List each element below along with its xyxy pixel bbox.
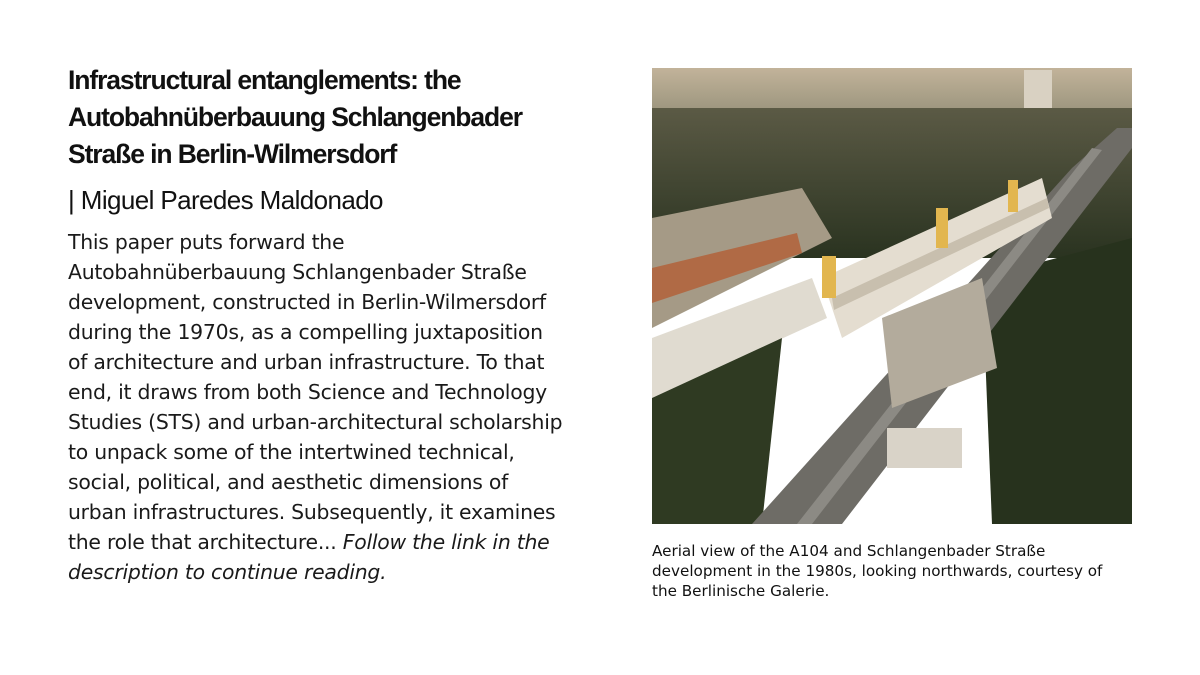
article-abstract [68,227,568,587]
article-author: | Miguel Paredes Maldonado [68,185,383,215]
photo-yellow-tower-3 [1008,180,1018,212]
read-more-text: Follow the link in the description to continue reading. [68,530,550,584]
photo-caption: Aerial view of the A104 and Schlangenbader Straße development in the 1980s, looking northwards, courtesy of the Berlinische Galerie. [652,542,1103,600]
aerial-photo-illustration [652,68,1132,524]
photo-white-block-lower [887,428,962,468]
article-title: Infrastructural entanglements: the Autobahnüberbauung Schlangenbader Straße in Berlin-Wilmersdorf [68,65,522,169]
photo-yellow-tower-1 [822,256,836,298]
aerial-photo [652,68,1132,524]
abstract-text: This paper puts forward the Autobahnüberbauung Schlangenbader Straße development, constructed in Berlin-Wilmersdorf during the 1970s, as a compelling juxtaposition of architecture and urban infrastructure. To that end, it draws from both Science and Technology Studies (STS) and urban-architectural scholarship to unpack some of the intertwined technical, social, political, and aesthetic dimensions of urban infrastructures. Subsequently, it examines the role that architecture... [68,230,563,554]
article-text-column [68,62,588,587]
photo-yellow-tower-2 [936,208,948,248]
photo-tower [1024,70,1052,108]
